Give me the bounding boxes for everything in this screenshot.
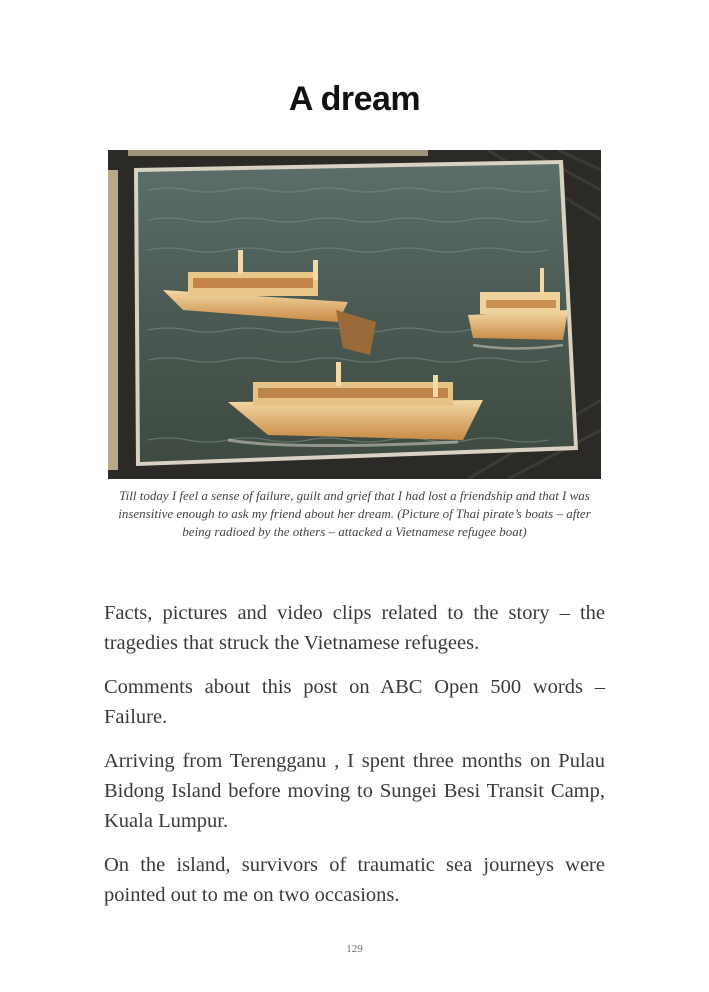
paragraph: On the island, survivors of traumatic sea journeys were pointed out to me on two occasions. <box>104 854 605 906</box>
paragraph: Arriving from Terengganu , I spent three months on Pulau Bidong Island before moving to Sungei Besi Transit Camp, Kuala Lumpur. <box>104 750 605 832</box>
paragraph: Comments about this post on ABC Open 500 words – Failure. <box>104 676 605 728</box>
page-title: A dream <box>288 80 421 118</box>
paragraph: Facts, pictures and video clips related to the story – the tragedies that struck the Vietnamese refugees. <box>104 602 605 654</box>
photo-caption: Till today I feel a sense of failure, guilt and grief that I had lost a friendship and that I was insensitive enough to ask my friend about her dream. (Picture of Thai pirate’s boats – after being radioed by the others – attacked a Vietnamese refugee boat) <box>118 488 591 539</box>
page-number: 129 <box>346 943 363 955</box>
boats-photo <box>108 150 601 479</box>
body-text <box>104 598 605 924</box>
